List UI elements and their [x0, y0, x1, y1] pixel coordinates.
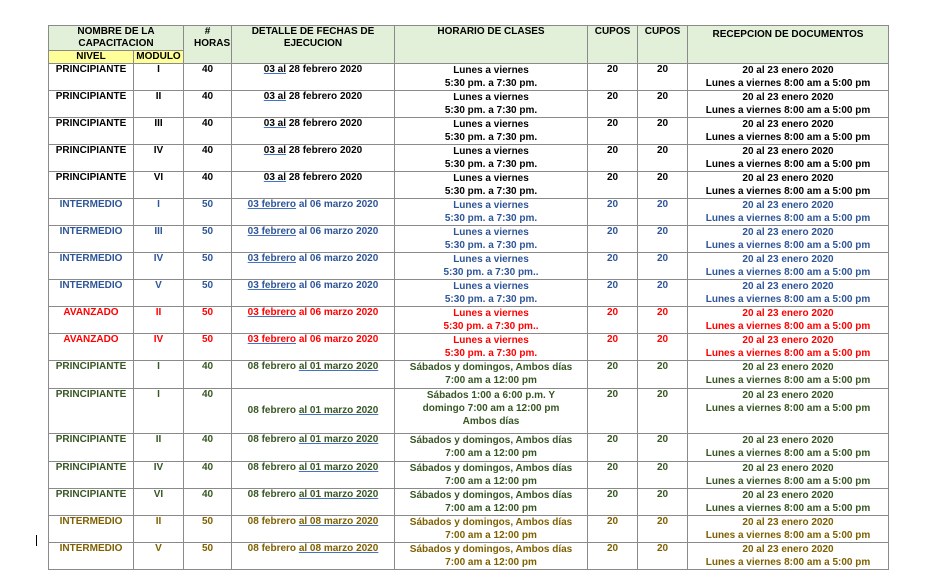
horas-cell: 50	[184, 516, 232, 543]
recepcion-line-1: 20 al 23 enero 2020	[742, 517, 834, 528]
table-row	[49, 118, 889, 145]
recepcion-line-1: 20 al 23 enero 2020	[742, 390, 834, 401]
fecha-cell	[232, 516, 395, 543]
recepcion-cell	[688, 199, 889, 226]
nivel-cell: AVANZADO	[49, 307, 134, 334]
fecha-cell	[232, 307, 395, 334]
recepcion-cell	[688, 516, 889, 543]
cupos-cell: 20	[588, 91, 638, 118]
modulo-cell: V	[134, 280, 184, 307]
cupos-cell: 20	[588, 489, 638, 516]
recepcion-line-1: 20 al 23 enero 2020	[742, 544, 834, 555]
recepcion-line-2: Lunes a viernes 8:00 am a 5:00 pm	[705, 476, 871, 487]
header-cupos-1: CUPOS	[588, 26, 638, 64]
fecha-cell	[232, 434, 395, 462]
table-row	[49, 145, 889, 172]
nivel-cell: PRINCIPIANTE	[49, 91, 134, 118]
fecha-end: 28 febrero 2020	[288, 118, 363, 129]
recepcion-line-1: 20 al 23 enero 2020	[742, 435, 834, 446]
fecha-cell	[232, 389, 395, 434]
cupos-cell: 20	[588, 145, 638, 172]
horario-cell	[395, 199, 588, 226]
horario-line-1: Lunes a viernes	[453, 227, 529, 238]
modulo-cell: I	[134, 361, 184, 389]
cupos-cell: 20	[588, 389, 638, 434]
fecha-end: al 06 marzo 2020	[298, 253, 379, 264]
fecha-start: 03 febrero	[247, 280, 297, 291]
recepcion-line-1: 20 al 23 enero 2020	[742, 227, 834, 238]
horario-line-2: 7:00 am a 12:00 pm	[445, 557, 537, 568]
horario-cell	[395, 489, 588, 516]
recepcion-line-2: Lunes a viernes 8:00 am a 5:00 pm	[705, 267, 871, 278]
modulo-cell: IV	[134, 462, 184, 489]
modulo-cell: VI	[134, 489, 184, 516]
horas-cell: 40	[184, 145, 232, 172]
modulo-cell: IV	[134, 145, 184, 172]
nivel-cell: INTERMEDIO	[49, 516, 134, 543]
recepcion-line-1: 20 al 23 enero 2020	[742, 200, 834, 211]
cupos-cell: 20	[638, 543, 688, 570]
table-row	[49, 489, 889, 516]
cupos-cell: 20	[638, 199, 688, 226]
fecha-end: 28 febrero 2020	[288, 145, 363, 156]
cupos-cell: 20	[588, 172, 638, 199]
nivel-cell: PRINCIPIANTE	[49, 118, 134, 145]
recepcion-line-2: Lunes a viernes 8:00 am a 5:00 pm	[705, 375, 871, 386]
fecha-start: 03 al	[263, 91, 287, 102]
fecha-cell	[232, 361, 395, 389]
recepcion-line-2: Lunes a viernes 8:00 am a 5:00 pm	[705, 557, 871, 568]
fecha-start: 03 al	[263, 64, 287, 75]
cupos-cell: 20	[638, 91, 688, 118]
fecha-start: 03 febrero	[247, 226, 297, 237]
fecha-start: 08 febrero	[247, 462, 297, 473]
fecha-end: al 06 marzo 2020	[298, 226, 379, 237]
cupos-cell: 20	[638, 226, 688, 253]
cupos-cell: 20	[588, 199, 638, 226]
text-cursor	[36, 535, 37, 546]
horario-line-1: Lunes a viernes	[453, 308, 529, 319]
horario-line-2: 7:00 am a 12:00 pm	[445, 503, 537, 514]
recepcion-line-1: 20 al 23 enero 2020	[742, 308, 834, 319]
horario-line-2: 5:30 pm. a 7:30 pm.	[444, 348, 538, 359]
recepcion-cell	[688, 172, 889, 199]
cupos-cell: 20	[588, 361, 638, 389]
table-row	[49, 226, 889, 253]
nivel-cell: INTERMEDIO	[49, 280, 134, 307]
horario-line-2: 5:30 pm. a 7:30 pm..	[443, 267, 539, 278]
fecha-end: 28 febrero 2020	[288, 172, 363, 183]
horario-line-1: Lunes a viernes	[453, 254, 529, 265]
horas-cell: 40	[184, 361, 232, 389]
horas-cell: 40	[184, 64, 232, 91]
fecha-end: al 01 marzo 2020	[298, 434, 379, 445]
recepcion-cell	[688, 389, 889, 434]
horario-line-2: 5:30 pm. a 7:30 pm.	[444, 240, 538, 251]
cupos-cell: 20	[588, 516, 638, 543]
fecha-cell	[232, 91, 395, 118]
cupos-cell: 20	[638, 389, 688, 434]
table-row	[49, 462, 889, 489]
cupos-cell: 20	[638, 64, 688, 91]
fecha-start: 03 al	[263, 172, 287, 183]
horario-line-2: 5:30 pm. a 7:30 pm.	[444, 105, 538, 116]
recepcion-line-2: Lunes a viernes 8:00 am a 5:00 pm	[705, 213, 871, 224]
nivel-cell: INTERMEDIO	[49, 199, 134, 226]
fecha-end: al 01 marzo 2020	[298, 489, 379, 500]
header-modulo: MODULO	[134, 51, 184, 64]
schedule-table	[48, 25, 889, 570]
cupos-cell: 20	[588, 64, 638, 91]
header-detalle: DETALLE DE FECHAS DE EJECUCION	[232, 26, 395, 64]
recepcion-cell	[688, 361, 889, 389]
table-row	[49, 280, 889, 307]
fecha-end: al 06 marzo 2020	[298, 280, 379, 291]
cupos-cell: 20	[638, 307, 688, 334]
recepcion-line-2: Lunes a viernes 8:00 am a 5:00 pm	[705, 403, 871, 414]
fecha-end: al 06 marzo 2020	[298, 199, 379, 210]
horario-cell	[395, 434, 588, 462]
table-row	[49, 434, 889, 462]
nivel-cell: PRINCIPIANTE	[49, 172, 134, 199]
horas-cell: 50	[184, 334, 232, 361]
horario-line-1: Sábados y domingos, Ambos días	[409, 362, 573, 373]
fecha-start: 08 febrero	[247, 543, 297, 554]
horario-line-2: 5:30 pm. a 7:30 pm.	[444, 132, 538, 143]
horas-cell: 50	[184, 307, 232, 334]
fecha-end: al 06 marzo 2020	[298, 307, 379, 318]
horario-line-2: 5:30 pm. a 7:30 pm.	[444, 186, 538, 197]
fecha-cell	[232, 253, 395, 280]
modulo-cell: V	[134, 543, 184, 570]
recepcion-cell	[688, 280, 889, 307]
cupos-cell: 20	[638, 334, 688, 361]
table-row	[49, 91, 889, 118]
nivel-cell: INTERMEDIO	[49, 253, 134, 280]
fecha-cell	[232, 199, 395, 226]
horario-line-1: Sábados y domingos, Ambos días	[409, 463, 573, 474]
recepcion-line-2: Lunes a viernes 8:00 am a 5:00 pm	[705, 159, 871, 170]
horas-cell: 40	[184, 118, 232, 145]
recepcion-cell	[688, 334, 889, 361]
nivel-cell: INTERMEDIO	[49, 226, 134, 253]
recepcion-line-1: 20 al 23 enero 2020	[742, 463, 834, 474]
recepcion-line-1: 20 al 23 enero 2020	[742, 490, 834, 501]
horario-line-1: Sábados 1:00 a 6:00 p.m. Y	[426, 390, 556, 401]
modulo-cell: III	[134, 226, 184, 253]
recepcion-line-1: 20 al 23 enero 2020	[742, 173, 834, 184]
fecha-cell	[232, 64, 395, 91]
modulo-cell: I	[134, 64, 184, 91]
header-nivel: NIVEL	[49, 51, 134, 64]
recepcion-cell	[688, 64, 889, 91]
table-row	[49, 64, 889, 91]
horario-line-2: domingo 7:00 am a 12:00 pm	[422, 403, 560, 414]
horario-line-1: Lunes a viernes	[453, 146, 529, 157]
horario-line-2: 7:00 am a 12:00 pm	[445, 375, 537, 386]
recepcion-cell	[688, 307, 889, 334]
cupos-cell: 20	[638, 172, 688, 199]
fecha-start: 08 febrero	[247, 516, 297, 527]
recepcion-line-1: 20 al 23 enero 2020	[742, 362, 834, 373]
recepcion-line-2: Lunes a viernes 8:00 am a 5:00 pm	[705, 240, 871, 251]
recepcion-line-2: Lunes a viernes 8:00 am a 5:00 pm	[705, 348, 871, 359]
horario-line-1: Lunes a viernes	[453, 173, 529, 184]
horario-line-2: 7:00 am a 12:00 pm	[445, 448, 537, 459]
header-recepcion: RECEPCION DE DOCUMENTOS	[688, 26, 889, 64]
recepcion-line-2: Lunes a viernes 8:00 am a 5:00 pm	[705, 186, 871, 197]
horario-cell	[395, 389, 588, 434]
horas-cell: 40	[184, 172, 232, 199]
horario-line-2: 5:30 pm. a 7:30 pm.	[444, 294, 538, 305]
recepcion-line-1: 20 al 23 enero 2020	[742, 281, 834, 292]
recepcion-cell	[688, 253, 889, 280]
horario-cell	[395, 516, 588, 543]
recepcion-line-1: 20 al 23 enero 2020	[742, 119, 834, 130]
horario-cell	[395, 172, 588, 199]
horario-line-1: Sábados y domingos, Ambos días	[409, 544, 573, 555]
cupos-cell: 20	[588, 307, 638, 334]
horas-cell: 40	[184, 489, 232, 516]
cupos-cell: 20	[588, 543, 638, 570]
recepcion-line-2: Lunes a viernes 8:00 am a 5:00 pm	[705, 503, 871, 514]
header-horario: HORARIO DE CLASES	[395, 26, 588, 64]
recepcion-cell	[688, 118, 889, 145]
header-nombre: NOMBRE DE LA CAPACITACION	[49, 26, 184, 51]
fecha-end: 28 febrero 2020	[288, 91, 363, 102]
fecha-cell	[232, 489, 395, 516]
cupos-cell: 20	[588, 118, 638, 145]
nivel-cell: PRINCIPIANTE	[49, 489, 134, 516]
recepcion-line-2: Lunes a viernes 8:00 am a 5:00 pm	[705, 530, 871, 541]
cupos-cell: 20	[638, 462, 688, 489]
nivel-cell: PRINCIPIANTE	[49, 462, 134, 489]
table-row	[49, 334, 889, 361]
horario-line-1: Lunes a viernes	[453, 65, 529, 76]
horas-cell: 40	[184, 434, 232, 462]
nivel-cell: PRINCIPIANTE	[49, 145, 134, 172]
horario-line-2: 7:00 am a 12:00 pm	[445, 476, 537, 487]
fecha-end: al 06 marzo 2020	[298, 334, 379, 345]
fecha-cell	[232, 172, 395, 199]
table-row	[49, 516, 889, 543]
fecha-cell	[232, 462, 395, 489]
recepcion-line-2: Lunes a viernes 8:00 am a 5:00 pm	[705, 78, 871, 89]
horario-line-2: 5:30 pm. a 7:30 pm.	[444, 213, 538, 224]
horario-line-1: Lunes a viernes	[453, 281, 529, 292]
recepcion-cell	[688, 489, 889, 516]
modulo-cell: I	[134, 199, 184, 226]
fecha-end: al 01 marzo 2020	[298, 405, 379, 416]
table-row	[49, 361, 889, 389]
cupos-cell: 20	[638, 118, 688, 145]
fecha-cell	[232, 280, 395, 307]
modulo-cell: IV	[134, 334, 184, 361]
recepcion-cell	[688, 434, 889, 462]
cupos-cell: 20	[638, 489, 688, 516]
horario-line-1: Lunes a viernes	[453, 335, 529, 346]
horas-cell: 40	[184, 91, 232, 118]
cupos-cell: 20	[588, 253, 638, 280]
horario-cell	[395, 361, 588, 389]
horario-cell	[395, 334, 588, 361]
cupos-cell: 20	[638, 361, 688, 389]
recepcion-line-1: 20 al 23 enero 2020	[742, 254, 834, 265]
horario-line-3: Ambos días	[462, 416, 520, 427]
fecha-cell	[232, 226, 395, 253]
recepcion-line-2: Lunes a viernes 8:00 am a 5:00 pm	[705, 294, 871, 305]
fecha-start: 03 febrero	[247, 199, 297, 210]
horario-line-2: 5:30 pm. a 7:30 pm.	[444, 159, 538, 170]
fecha-cell	[232, 334, 395, 361]
horario-cell	[395, 462, 588, 489]
header-cupos-2: CUPOS	[638, 26, 688, 64]
recepcion-line-2: Lunes a viernes 8:00 am a 5:00 pm	[705, 105, 871, 116]
cupos-cell: 20	[588, 334, 638, 361]
cupos-cell: 20	[638, 434, 688, 462]
nivel-cell: PRINCIPIANTE	[49, 361, 134, 389]
horario-cell	[395, 64, 588, 91]
horario-line-1: Lunes a viernes	[453, 200, 529, 211]
cupos-cell: 20	[588, 280, 638, 307]
horario-cell	[395, 118, 588, 145]
horario-line-2: 7:00 am a 12:00 pm	[445, 530, 537, 541]
modulo-cell: I	[134, 389, 184, 434]
fecha-end: al 01 marzo 2020	[298, 361, 379, 372]
modulo-cell: III	[134, 118, 184, 145]
horario-line-2: 5:30 pm. a 7:30 pm.	[444, 78, 538, 89]
fecha-start: 03 febrero	[247, 334, 297, 345]
table-row	[49, 389, 889, 434]
recepcion-cell	[688, 91, 889, 118]
horario-line-1: Lunes a viernes	[453, 92, 529, 103]
recepcion-line-2: Lunes a viernes 8:00 am a 5:00 pm	[705, 132, 871, 143]
fecha-start: 03 febrero	[247, 253, 297, 264]
cupos-cell: 20	[638, 280, 688, 307]
recepcion-line-2: Lunes a viernes 8:00 am a 5:00 pm	[705, 321, 871, 332]
table-row	[49, 253, 889, 280]
horario-cell	[395, 543, 588, 570]
modulo-cell: IV	[134, 253, 184, 280]
fecha-cell	[232, 543, 395, 570]
recepcion-cell	[688, 543, 889, 570]
cupos-cell: 20	[588, 434, 638, 462]
horario-cell	[395, 307, 588, 334]
fecha-start: 03 al	[263, 118, 287, 129]
fecha-start: 08 febrero	[247, 489, 297, 500]
horario-line-1: Sábados y domingos, Ambos días	[409, 517, 573, 528]
fecha-end: al 08 marzo 2020	[298, 516, 379, 527]
fecha-start: 08 febrero	[247, 405, 297, 416]
horas-cell: 50	[184, 226, 232, 253]
modulo-cell: II	[134, 434, 184, 462]
nivel-cell: AVANZADO	[49, 334, 134, 361]
modulo-cell: II	[134, 91, 184, 118]
horario-line-1: Lunes a viernes	[453, 119, 529, 130]
nivel-cell: PRINCIPIANTE	[49, 389, 134, 434]
horario-cell	[395, 145, 588, 172]
cupos-cell: 20	[638, 253, 688, 280]
nivel-cell: INTERMEDIO	[49, 543, 134, 570]
fecha-start: 03 febrero	[247, 307, 297, 318]
fecha-start: 08 febrero	[247, 361, 297, 372]
fecha-start: 03 al	[263, 145, 287, 156]
horas-cell: 40	[184, 462, 232, 489]
cupos-cell: 20	[588, 462, 638, 489]
horario-line-1: Sábados y domingos, Ambos días	[409, 490, 573, 501]
recepcion-cell	[688, 226, 889, 253]
nivel-cell: PRINCIPIANTE	[49, 434, 134, 462]
table-row	[49, 543, 889, 570]
modulo-cell: II	[134, 307, 184, 334]
horas-cell: 50	[184, 199, 232, 226]
horario-cell	[395, 226, 588, 253]
recepcion-cell	[688, 145, 889, 172]
recepcion-line-2: Lunes a viernes 8:00 am a 5:00 pm	[705, 448, 871, 459]
fecha-end: al 01 marzo 2020	[298, 462, 379, 473]
horas-cell: 50	[184, 253, 232, 280]
horas-cell: 50	[184, 280, 232, 307]
recepcion-line-1: 20 al 23 enero 2020	[742, 335, 834, 346]
horario-cell	[395, 253, 588, 280]
fecha-end: 28 febrero 2020	[288, 64, 363, 75]
recepcion-line-1: 20 al 23 enero 2020	[742, 92, 834, 103]
nivel-cell: PRINCIPIANTE	[49, 64, 134, 91]
horario-cell	[395, 280, 588, 307]
header-horas: # HORAS	[184, 26, 232, 64]
table-row	[49, 172, 889, 199]
fecha-end: al 08 marzo 2020	[298, 543, 379, 554]
horas-cell: 50	[184, 543, 232, 570]
cupos-cell: 20	[638, 516, 688, 543]
horas-cell: 40	[184, 389, 232, 434]
recepcion-line-1: 20 al 23 enero 2020	[742, 146, 834, 157]
recepcion-cell	[688, 462, 889, 489]
modulo-cell: II	[134, 516, 184, 543]
horario-cell	[395, 91, 588, 118]
modulo-cell: VI	[134, 172, 184, 199]
fecha-cell	[232, 145, 395, 172]
fecha-start: 08 febrero	[247, 434, 297, 445]
cupos-cell: 20	[588, 226, 638, 253]
table-row	[49, 199, 889, 226]
fecha-cell	[232, 118, 395, 145]
horario-line-2: 5:30 pm. a 7:30 pm..	[443, 321, 539, 332]
horario-line-1: Sábados y domingos, Ambos días	[409, 435, 573, 446]
cupos-cell: 20	[638, 145, 688, 172]
table-row	[49, 307, 889, 334]
recepcion-line-1: 20 al 23 enero 2020	[742, 65, 834, 76]
